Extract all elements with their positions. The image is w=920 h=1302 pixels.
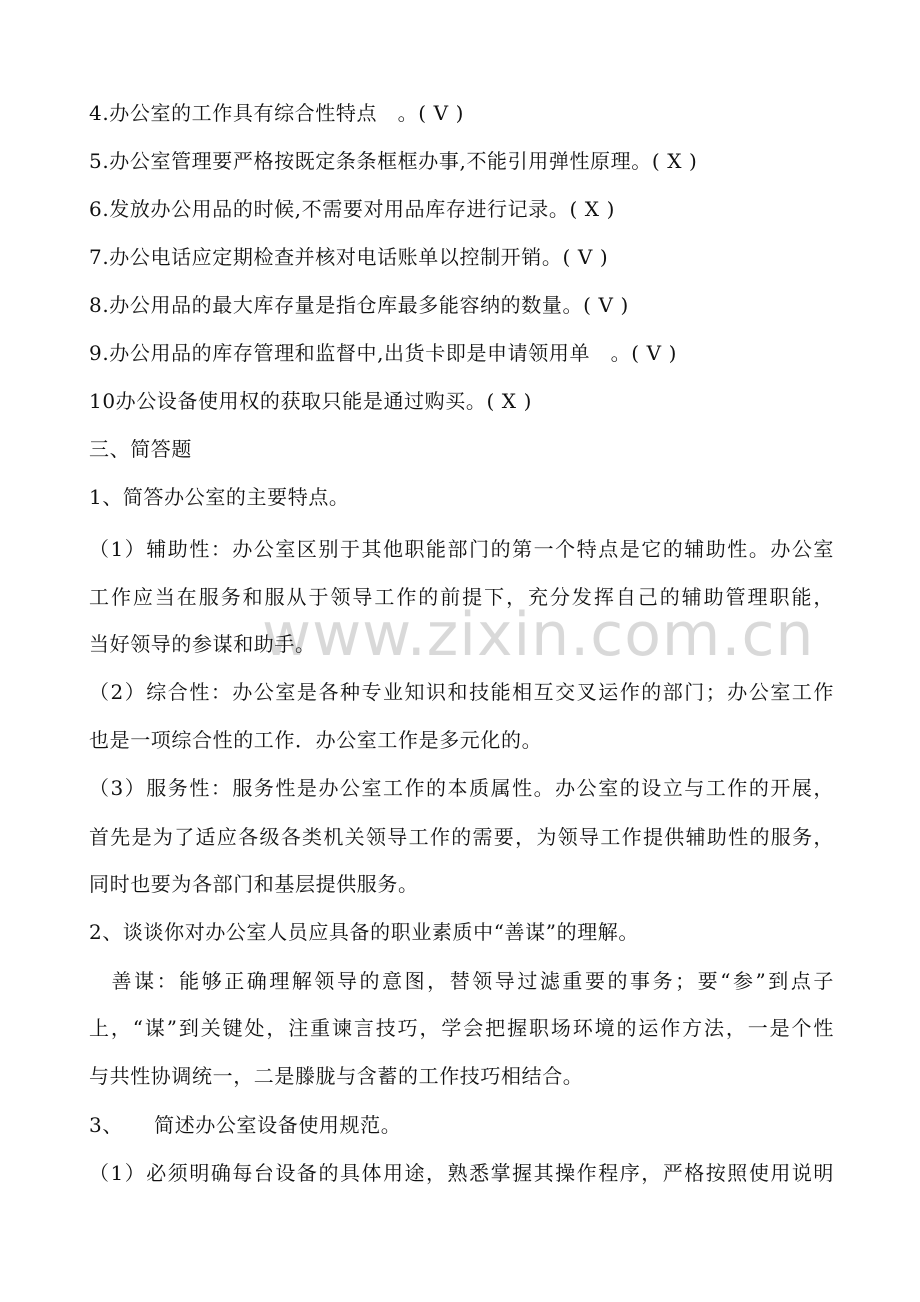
answer-1-line-2: 工作应当在服务和服从于领导工作的前提下，充分发挥自己的辅助管理职能， xyxy=(89,585,834,609)
tf-item-6: 6.发放办公用品的时候,不需要对用品库存进行记录。( X ) xyxy=(89,197,615,221)
answer-3-line-1: （1）必须明确每台设备的具体用途，熟悉掌握其操作程序，严格按照使用说明 xyxy=(89,1161,834,1185)
answer-2-line-2: 上，“谋”到关键处，注重谏言技巧，学会把握职场环境的运作方法，一是个性 xyxy=(89,1016,834,1040)
question-1: 1、简答办公室的主要特点。 xyxy=(89,485,350,509)
question-3: 3、 简述办公室设备使用规范。 xyxy=(89,1113,402,1137)
tf-item-7: 7.办公电话应定期检查并核对电话账单以控制开销。( V ) xyxy=(89,245,609,269)
watermark: www.zixin.com.cn xyxy=(262,600,815,670)
tf-item-5: 5.办公室管理要严格按既定条条框框办事,不能引用弹性原理。( X ) xyxy=(89,149,698,173)
tf-item-9: 9.办公用品的库存管理和监督中,出货卡即是申请领用单 。( V ) xyxy=(89,341,678,365)
answer-1-line-6: （3）服务性：服务性是办公室工作的本质属性。办公室的设立与工作的开展， xyxy=(89,776,834,800)
answer-2-line-3: 与共性协调统一，二是滕胧与含蓄的工作技巧相结合。 xyxy=(89,1064,584,1088)
answer-1-line-1: （1）辅助性：办公室区别于其他职能部门的第一个特点是它的辅助性。办公室 xyxy=(89,537,834,561)
answer-2-line-1: 善谋：能够正确理解领导的意图，替领导过滤重要的事务；要“参”到点子 xyxy=(89,969,834,993)
question-2: 2、谈谈你对办公室人员应具备的职业素质中“善谋”的理解。 xyxy=(89,920,639,944)
answer-1-line-7: 首先是为了适应各级各类机关领导工作的需要，为领导工作提供辅助性的服务， xyxy=(89,825,834,849)
answer-1-line-4: （2）综合性：办公室是各种专业知识和技能相互交叉运作的部门；办公室工作 xyxy=(89,680,834,704)
section-heading: 三、简答题 xyxy=(89,437,192,461)
tf-item-10: 10办公设备使用权的获取只能是通过购买。( X ) xyxy=(89,389,533,413)
answer-1-line-5: 也是一项综合性的工作．办公室工作是多元化的。 xyxy=(89,728,543,752)
answer-1-line-3: 当好领导的参谋和助手。 xyxy=(89,632,316,656)
tf-item-8: 8.办公用品的最大库存量是指仓库最多能容纳的数量。( V ) xyxy=(89,293,629,317)
answer-1-line-8: 同时也要为各部门和基层提供服务。 xyxy=(89,872,419,896)
tf-item-4: 4.办公室的工作具有综合性特点 。( V ) xyxy=(89,101,465,125)
